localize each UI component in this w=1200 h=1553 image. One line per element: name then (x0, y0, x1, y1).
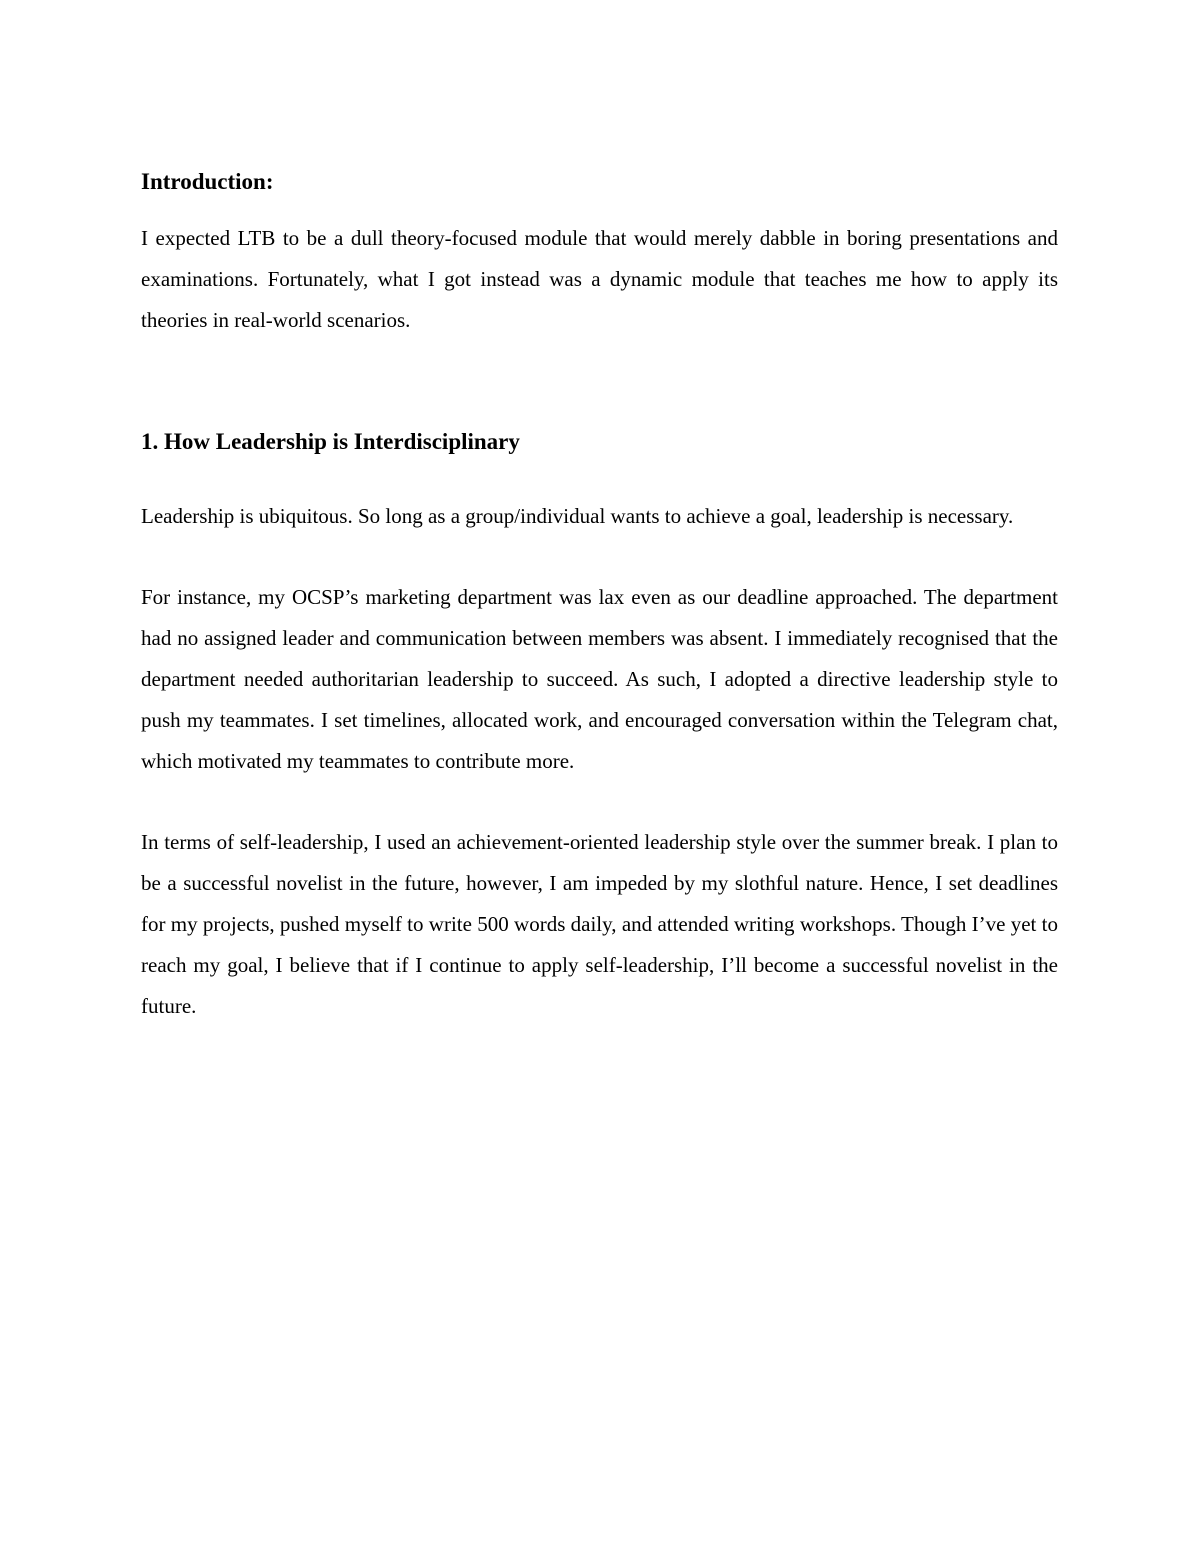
section-1-heading: 1. How Leadership is Interdisciplinary (141, 429, 520, 454)
intro-paragraph: I expected LTB to be a dull theory-focused module that would merely dabble in boring presentations and examinations. Fortunately, what I got instead was a dynamic module that teaches me how to apply its theories in real-world scenarios. (141, 226, 1058, 332)
section-1-paragraph-1: Leadership is ubiquitous. So long as a group/individual wants to achieve a goal, leadership is necessary. (141, 504, 1014, 528)
section-1-paragraph-2: For instance, my OCSP’s marketing department was lax even as our deadline approached. The department had no assigned leader and communication between members was absent. I immediately recognised that the department needed authoritarian leadership to succeed. As such, I adopted a directive leadership style to push my teammates. I set timelines, allocated work, and encouraged conversation within the Telegram chat, which motivated my teammates to contribute more. (141, 585, 1058, 773)
document-body (141, 166, 1058, 1027)
section-1-paragraph-3: In terms of self-leadership, I used an achievement-oriented leadership style over the summer break. I plan to be a successful novelist in the future, however, I am impeded by my slothful nature. Hence, I set deadlines for my projects, pushed myself to write 500 words daily, and attended writing workshops. Though I’ve yet to reach my goal, I believe that if I continue to apply self-leadership, I’ll become a successful novelist in the future. (141, 830, 1058, 1018)
intro-heading: Introduction: (141, 169, 274, 194)
